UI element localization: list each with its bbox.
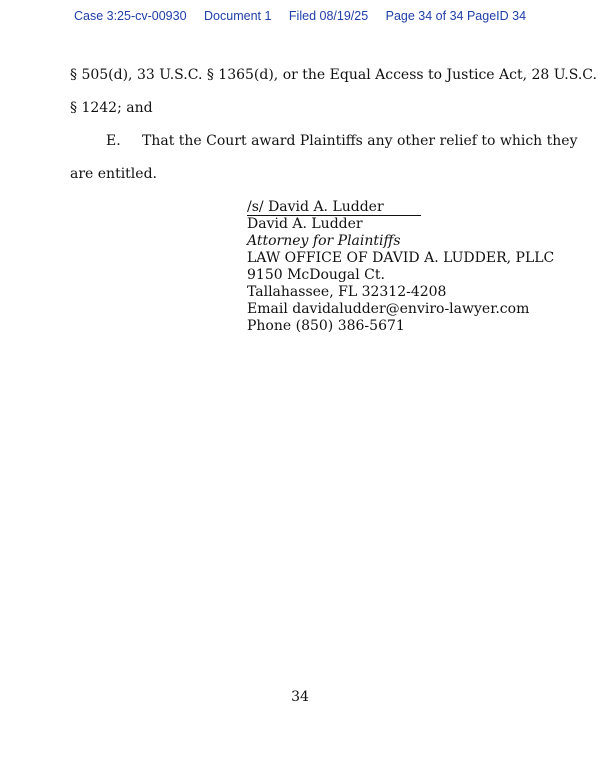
case-number: Case 3:25-cv-00930 [73,9,187,23]
page-info: Page 34 of 34 PageID 34 [385,9,527,23]
item-text: That the Court award Plaintiffs any other relief to which they [142,133,578,149]
item-letter: E. [106,133,121,149]
document-number: Document 1 [204,9,272,23]
city-address: Tallahassee, FL 32312-4208 [247,284,447,300]
phone: Phone (850) 386-5671 [247,318,405,334]
filed-date: Filed 08/19/25 [288,9,369,23]
page-number: 34 [291,689,309,705]
body-text-line: § 1242; and [70,100,153,116]
body-text-line: § 505(d), 33 U.S.C. § 1365(d), or the Equal Access to Justice Act, 28 U.S.C. [70,67,597,83]
attorney-role: Attorney for Plaintiffs [247,233,401,249]
signature-line: /s/ David A. Ludder [247,200,421,216]
relief-item-e [106,133,577,149]
email: Email davidaludder@enviro-lawyer.com [247,301,530,317]
signature-block [247,199,554,335]
attorney-name: David A. Ludder [247,216,363,232]
body-text-line: are entitled. [70,166,157,182]
law-firm: LAW OFFICE OF DAVID A. LUDDER, PLLC [247,250,555,266]
court-filing-header [0,9,600,23]
street-address: 9150 McDougal Ct. [247,267,385,283]
